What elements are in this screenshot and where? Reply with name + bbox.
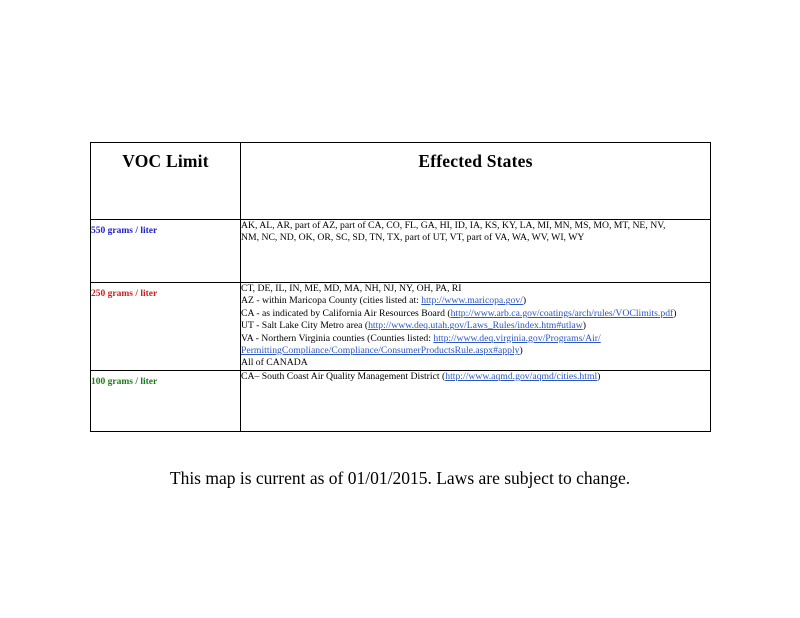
header-label-effected-states: Effected States (418, 151, 533, 171)
states-line-virginia-cont (241, 345, 710, 357)
text-fragment: AZ - within Maricopa County (cities listed at: (241, 295, 422, 307)
table-row (91, 283, 711, 371)
table-row (91, 370, 711, 431)
states-line-virginia (241, 333, 710, 345)
text-fragment: UT - Salt Lake City Metro area ( (241, 320, 369, 332)
text-fragment: ) (519, 345, 523, 357)
states-line: AK, AL, AR, part of AZ, part of CA, CO, FL, GA, HI, ID, IA, KS, KY, LA, MI, MN, MS, MO, MT, NE, NV, (241, 220, 666, 231)
footnote-text: This map is current as of 01/01/2015. Laws are subject to change. (169, 468, 631, 488)
states-line: All of CANADA (241, 357, 308, 369)
link-aqmd-gov[interactable]: http://www.aqmd.gov/aqmd/cities.html (445, 370, 598, 382)
text-fragment: VA - Northern Virginia counties (Counties listed: (241, 332, 434, 344)
table-row (91, 220, 711, 283)
cell-limit-250 (91, 283, 241, 371)
link-arb-ca-gov[interactable]: http://www.arb.ca.gov/coatings/arch/rules/VOClimits.pdf (450, 307, 674, 319)
cell-states-100 (241, 370, 711, 431)
text-fragment: ) (673, 307, 677, 319)
link-deq-utah-gov[interactable]: http://www.deq.utah.gov/Laws_Rules/index.htm#utlaw (368, 320, 583, 332)
states-line-utah (241, 320, 710, 332)
header-cell-effected-states (241, 143, 711, 220)
cell-limit-550 (91, 220, 241, 283)
text-fragment: ) (582, 320, 586, 332)
states-line-scaqmd (241, 371, 710, 383)
table-header-row (91, 143, 711, 220)
text-fragment: CA– South Coast Air Quality Management District ( (241, 370, 446, 382)
text-fragment: ) (597, 370, 601, 382)
header-label-voc-limit: VOC Limit (122, 151, 209, 171)
states-line: NM, NC, ND, OK, OR, SC, SD, TN, TX, part of UT, VT, part of VA, WA, WV, WI, WY (241, 232, 585, 244)
voc-limit-table (90, 142, 711, 432)
link-deq-virginia-gov-cont[interactable]: PermittingCompliance/Compliance/ConsumerProductsRule.aspx#apply (241, 345, 520, 357)
limit-label-550: 550 grams / liter (91, 226, 158, 236)
link-deq-virginia-gov[interactable]: http://www.deq.virginia.gov/Programs/Air/ (433, 332, 601, 344)
states-line-carb (241, 308, 710, 320)
link-maricopa-gov[interactable]: http://www.maricopa.gov/ (421, 295, 523, 307)
text-fragment: ) (522, 295, 527, 307)
limit-label-100: 100 grams / liter (91, 376, 158, 387)
cell-states-550 (241, 220, 711, 283)
voc-limit-table-container (90, 142, 710, 432)
cell-limit-100 (91, 370, 241, 431)
states-line: CT, DE, IL, IN, ME, MD, MA, NH, NJ, NY, OH, PA, RI (241, 283, 462, 294)
header-cell-voc-limit (91, 143, 241, 220)
cell-states-250 (241, 283, 711, 371)
states-line-maricopa (241, 295, 710, 307)
text-fragment: CA - as indicated by California Air Resources Board ( (241, 307, 451, 319)
limit-label-250: 250 grams / liter (91, 289, 158, 299)
